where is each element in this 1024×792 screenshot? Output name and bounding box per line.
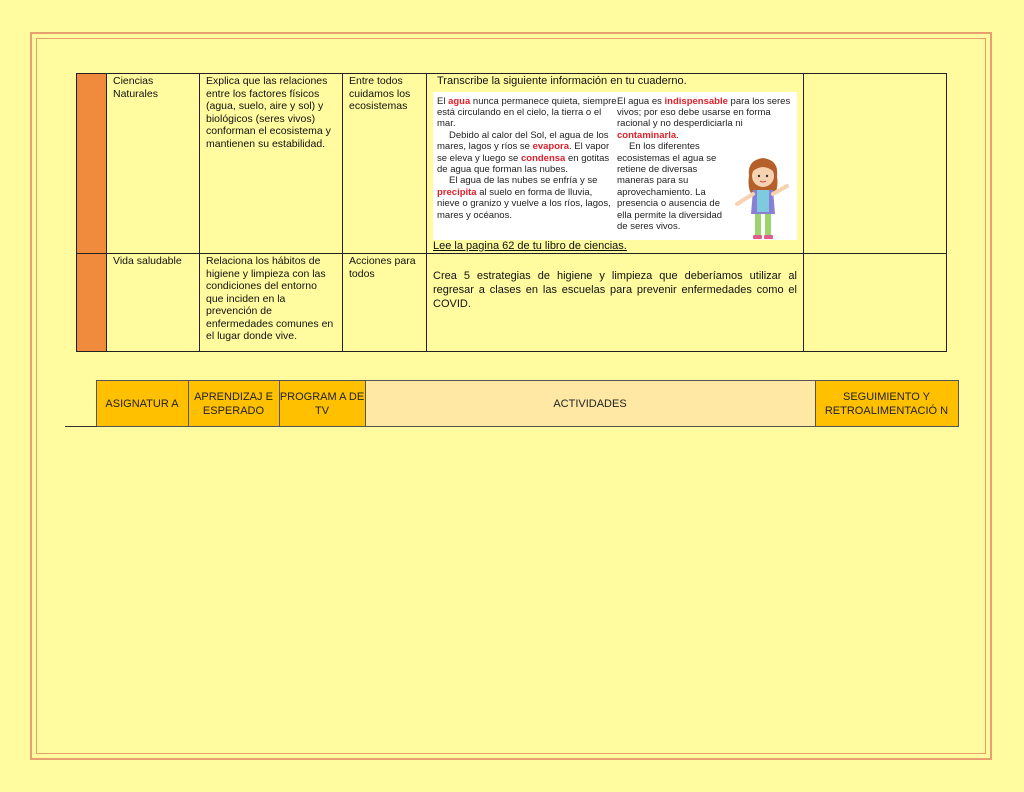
learning-cell: Relaciona los hábitos de higiene y limpieza con las condiciones del entorno que inciden en la prevención de enfermedades comunes en el lugar donde vive. (200, 254, 343, 352)
followup-cell (804, 74, 947, 254)
tv-program-cell: Acciones para todos (343, 254, 427, 352)
header-activities: ACTIVIDADES (365, 381, 815, 427)
learning-cell: Explica que las relaciones entre los factores físicos (agua, suelo, aire y sol) y biológicos (seres vivos) conforman el ecosistema y mantienen su estabilidad. (200, 74, 343, 254)
keyword: precipita (437, 186, 477, 198)
column-header-table (65, 380, 959, 427)
row-color-marker (77, 254, 107, 352)
reading-column-2: El agua es indispensable para los seres vivos; por eso debe usarse en forma racional y no desperdiciarla ni contaminarla. En los diferentes ecosistemas el agua se retiene de diversas maneras para su aprovechamiento. La presencia o ausencia de ella permite la diversidad de seres vivos. (617, 96, 793, 240)
keyword: agua (448, 95, 471, 107)
keyword: indispensable (664, 95, 728, 107)
subject-cell: Vida saludable (107, 254, 200, 352)
planning-table (76, 73, 947, 352)
keyword: evapora (532, 141, 569, 153)
tv-program-cell: Entre todos cuidamos los ecosistemas (343, 74, 427, 254)
reading-column-1: El agua nunca permanece quieta, siempre está circulando en el cielo, la tierra o el mar. Debido al calor del Sol, el agua de los mares, lagos y ríos se evapora. El vapor se eleva y luego se condensa en gotitas de agua que forman las nubes. El agua de las nubes se enfría y se precipita al suelo en forma de lluvia, nieve o granizo y vuelve a los ríos, lagos, mares y océanos. (437, 95, 617, 221)
header-subject: ASIGNATUR A (96, 381, 188, 427)
table-row (77, 254, 947, 352)
keyword: condensa (520, 152, 566, 164)
header-followup: SEGUIMIENTO Y RETROALIMENTACIÓ N (815, 381, 958, 427)
table-row (77, 74, 947, 254)
activity-footer: Lee la pagina 62 de tu libro de ciencias. (433, 239, 627, 252)
girl-illustration (731, 150, 795, 242)
header-row (65, 381, 958, 427)
activity-title: Transcribe la siguiente información en tu cuaderno. (437, 75, 687, 87)
keyword: contaminarla (617, 129, 677, 141)
subject-cell: Ciencias Naturales (107, 74, 200, 254)
header-learning: APRENDIZAJ E ESPERADO (188, 381, 279, 427)
header-spacer (65, 381, 96, 427)
row-color-marker (77, 74, 107, 254)
activity-text: Crea 5 estrategias de higiene y limpieza que deberíamos utilizar al regresar a clases en las escuelas para prevenir enfermedades como el COVID. (433, 270, 797, 310)
followup-cell (804, 254, 947, 352)
header-tv: PROGRAM A DE TV (279, 381, 365, 427)
activity-cell (427, 254, 804, 352)
activity-cell (427, 74, 804, 254)
water-cycle-reading (433, 92, 797, 240)
